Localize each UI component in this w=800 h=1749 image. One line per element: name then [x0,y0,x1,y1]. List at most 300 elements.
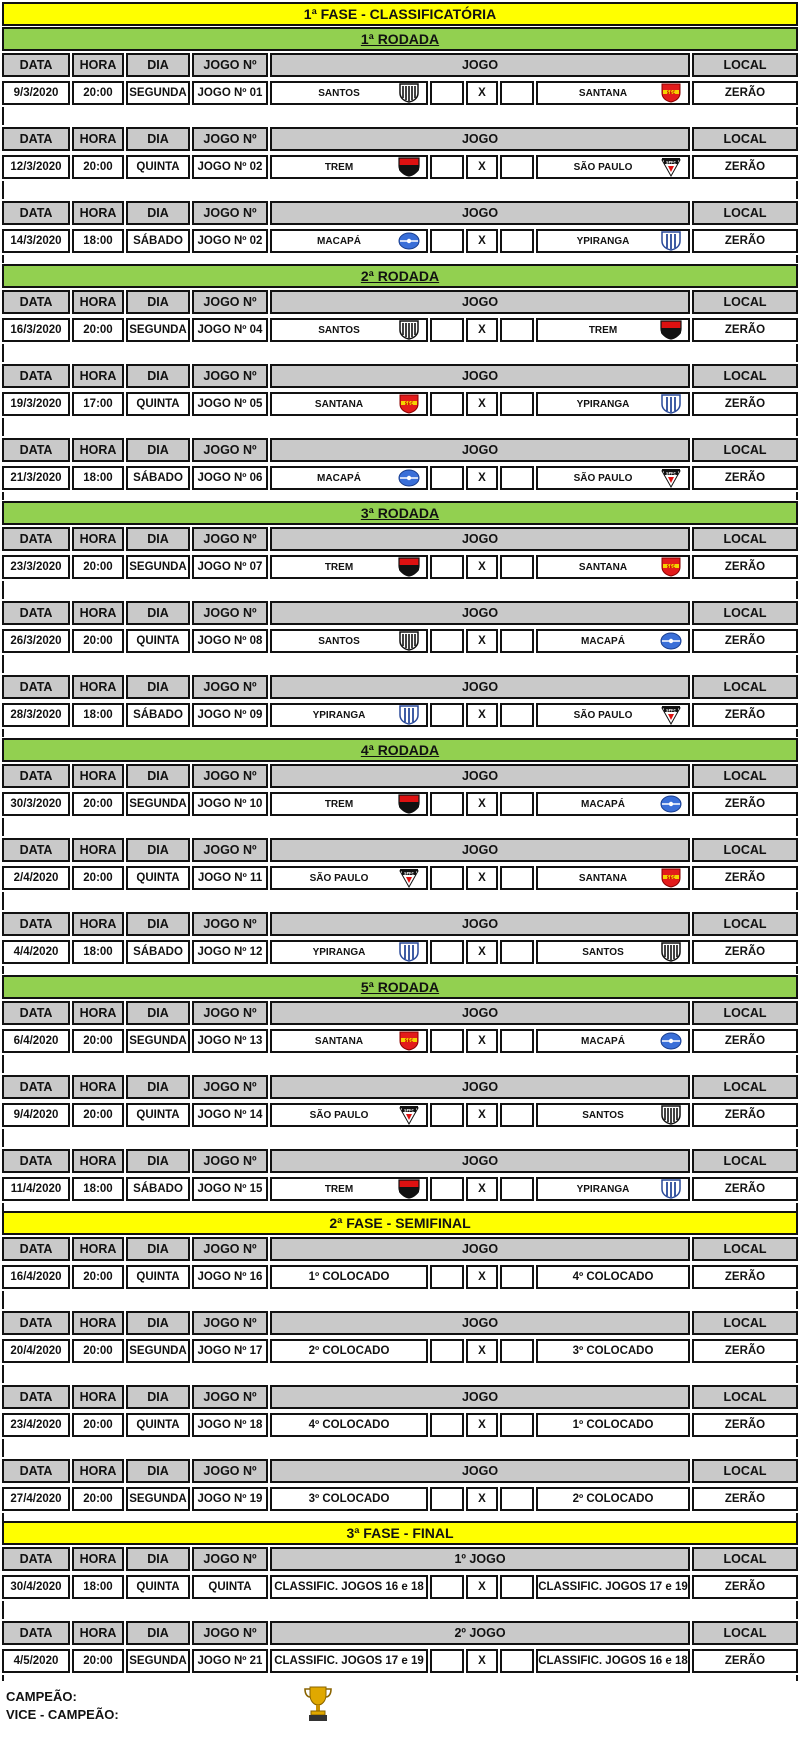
match-away-cell [536,1413,690,1437]
header-jogo: JOGO [270,1149,690,1173]
away-team-name: SANTANA [578,561,628,573]
score-cell[interactable] [430,1413,464,1437]
match-day-cell: SEGUNDA [126,1339,190,1363]
match-time-cell: 20:00 [72,629,124,653]
match-home-cell [270,392,428,416]
match-time-cell: 20:00 [72,1649,124,1673]
score-cell[interactable] [430,155,464,179]
home-team-name: MACAPÁ [317,472,361,484]
ypiranga-crest-icon [398,942,420,962]
match-row [2,318,798,344]
spacer [2,1601,798,1619]
header-jogo_n: JOGO Nº [192,1311,268,1335]
header-jogo_n: JOGO Nº [192,1149,268,1173]
header-data: DATA [2,1237,70,1261]
match-num-cell: JOGO Nº 06 [192,466,268,490]
macapa-crest-icon [398,468,420,488]
header-jogo: 1º JOGO [270,1547,690,1571]
header-data: DATA [2,1075,70,1099]
round-title: 5ª RODADA [2,975,798,999]
trem-crest-icon [660,320,682,340]
match-away-cell [536,1649,690,1673]
phase-title: 3ª FASE - FINAL [2,1521,798,1545]
header-dia: DIA [126,1459,190,1483]
match-time-cell: 20:00 [72,1339,124,1363]
match-date-cell: 16/4/2020 [2,1265,70,1289]
score-cell[interactable] [430,629,464,653]
header-dia: DIA [126,601,190,625]
match-away-cell [536,318,690,342]
header-hora: HORA [72,912,124,936]
header-dia: DIA [126,1385,190,1409]
match-row [2,1575,798,1601]
match-day-cell: SEGUNDA [126,1487,190,1511]
header-dia: DIA [126,201,190,225]
match-date-cell: 9/3/2020 [2,81,70,105]
score-cell[interactable] [430,555,464,579]
match-num-cell: JOGO Nº 01 [192,81,268,105]
match-x-cell: X [466,1265,498,1289]
match-day-cell: SEGUNDA [126,318,190,342]
header-hora: HORA [72,1001,124,1025]
match-x-cell: X [466,866,498,890]
header-row [2,438,798,464]
header-jogo_n: JOGO Nº [192,1075,268,1099]
score-cell[interactable] [500,940,534,964]
round-title: 4ª RODADA [2,738,798,762]
score-cell[interactable] [500,229,534,253]
macapa-crest-icon [660,631,682,651]
match-local-cell: ZERÃO [692,1413,798,1437]
header-jogo: JOGO [270,1075,690,1099]
score-cell[interactable] [500,1575,534,1599]
score-cell[interactable] [500,703,534,727]
header-dia: DIA [126,764,190,788]
match-row [2,1103,798,1129]
spacer [2,892,798,910]
match-day-cell: SEGUNDA [126,1649,190,1673]
match-day-cell: QUINTA [126,629,190,653]
svg-text:SPFC: SPFC [404,1108,414,1113]
match-date-cell: 30/4/2020 [2,1575,70,1599]
santos-crest-icon [398,83,420,103]
match-x-cell: X [466,466,498,490]
score-cell[interactable] [500,1265,534,1289]
match-home-cell [270,1029,428,1053]
match-home-cell [270,1339,428,1363]
score-cell[interactable] [430,1103,464,1127]
match-local-cell: ZERÃO [692,1649,798,1673]
header-row [2,601,798,627]
match-x-cell: X [466,1177,498,1201]
score-cell[interactable] [430,703,464,727]
header-data: DATA [2,764,70,788]
header-dia: DIA [126,1149,190,1173]
match-row [2,940,798,966]
score-cell[interactable] [430,1339,464,1363]
score-cell[interactable] [500,318,534,342]
match-away-cell [536,1177,690,1201]
match-away-cell [536,466,690,490]
santos-crest-icon [660,942,682,962]
match-time-cell: 20:00 [72,1413,124,1437]
score-cell[interactable] [500,629,534,653]
header-jogo_n: JOGO Nº [192,764,268,788]
score-cell[interactable] [430,1487,464,1511]
header-jogo: JOGO [270,601,690,625]
spacer [2,1675,798,1681]
match-time-cell: 18:00 [72,229,124,253]
header-jogo_n: JOGO Nº [192,201,268,225]
match-away-cell [536,1265,690,1289]
match-home-cell [270,1413,428,1437]
score-cell[interactable] [500,1339,534,1363]
score-cell[interactable] [430,866,464,890]
match-row [2,81,798,107]
match-row [2,229,798,255]
match-date-cell: 20/4/2020 [2,1339,70,1363]
score-cell[interactable] [430,81,464,105]
match-local-cell: ZERÃO [692,1575,798,1599]
spacer [2,1203,798,1211]
header-hora: HORA [72,1459,124,1483]
score-cell[interactable] [430,229,464,253]
header-row [2,527,798,553]
match-home-cell [270,466,428,490]
match-home-cell [270,81,428,105]
score-cell[interactable] [500,792,534,816]
match-date-cell: 12/3/2020 [2,155,70,179]
home-team-name: 2º COLOCADO [308,1345,390,1357]
match-local-cell: ZERÃO [692,940,798,964]
score-cell[interactable] [500,1413,534,1437]
match-home-cell [270,792,428,816]
match-time-cell: 20:00 [72,1265,124,1289]
score-cell[interactable] [430,392,464,416]
score-cell[interactable] [500,392,534,416]
header-jogo_n: JOGO Nº [192,1621,268,1645]
match-away-cell [536,866,690,890]
score-cell[interactable] [430,940,464,964]
header-local: LOCAL [692,764,798,788]
match-time-cell: 20:00 [72,1103,124,1127]
header-jogo_n: JOGO Nº [192,1547,268,1571]
match-row [2,1265,798,1291]
match-time-cell: 20:00 [72,866,124,890]
phase-title: 2ª FASE - SEMIFINAL [2,1211,798,1235]
away-team-name: MACAPÁ [581,798,625,810]
header-hora: HORA [72,675,124,699]
header-row [2,838,798,864]
match-away-cell [536,1575,690,1599]
header-hora: HORA [72,53,124,77]
header-row [2,1547,798,1573]
match-num-cell: JOGO Nº 19 [192,1487,268,1511]
match-day-cell: SEGUNDA [126,81,190,105]
header-data: DATA [2,1001,70,1025]
match-row [2,555,798,581]
spacer [2,344,798,362]
header-row [2,1621,798,1647]
header-dia: DIA [126,912,190,936]
header-jogo: JOGO [270,675,690,699]
score-cell[interactable] [430,1575,464,1599]
match-home-cell [270,629,428,653]
svg-text:SPFC: SPFC [666,708,676,713]
score-cell[interactable] [500,1177,534,1201]
match-away-cell [536,1487,690,1511]
spacer [2,818,798,836]
match-num-cell: QUINTA [192,1575,268,1599]
header-jogo_n: JOGO Nº [192,527,268,551]
header-data: DATA [2,527,70,551]
match-row [2,1487,798,1513]
match-time-cell: 18:00 [72,1575,124,1599]
match-num-cell: JOGO Nº 14 [192,1103,268,1127]
home-team-name: SÃO PAULO [309,1109,369,1121]
header-jogo: JOGO [270,1237,690,1261]
match-time-cell: 20:00 [72,555,124,579]
spacer [2,655,798,673]
match-day-cell: SEGUNDA [126,555,190,579]
match-home-cell [270,1487,428,1511]
header-row [2,1459,798,1485]
header-local: LOCAL [692,601,798,625]
match-x-cell: X [466,1649,498,1673]
match-away-cell [536,629,690,653]
home-team-name: TREM [324,798,354,810]
match-date-cell: 14/3/2020 [2,229,70,253]
header-jogo: JOGO [270,364,690,388]
match-date-cell: 19/3/2020 [2,392,70,416]
header-local: LOCAL [692,201,798,225]
match-away-cell [536,1103,690,1127]
santana-crest-icon [660,557,682,577]
trem-crest-icon [398,794,420,814]
header-jogo: JOGO [270,290,690,314]
header-row [2,1385,798,1411]
match-x-cell: X [466,940,498,964]
header-hora: HORA [72,201,124,225]
match-date-cell: 23/4/2020 [2,1413,70,1437]
header-dia: DIA [126,675,190,699]
match-day-cell: QUINTA [126,392,190,416]
match-day-cell: SÁBADO [126,1177,190,1201]
ypiranga-crest-icon [660,394,682,414]
match-row [2,466,798,492]
match-x-cell: X [466,1103,498,1127]
score-cell[interactable] [430,1177,464,1201]
header-hora: HORA [72,1547,124,1571]
match-num-cell: JOGO Nº 21 [192,1649,268,1673]
header-dia: DIA [126,838,190,862]
match-num-cell: JOGO Nº 15 [192,1177,268,1201]
match-day-cell: SÁBADO [126,466,190,490]
ypiranga-crest-icon [660,1179,682,1199]
round-title: 2ª RODADA [2,264,798,288]
header-data: DATA [2,53,70,77]
home-team-name: SANTOS [318,324,360,336]
score-cell[interactable] [500,466,534,490]
match-date-cell: 11/4/2020 [2,1177,70,1201]
header-hora: HORA [72,290,124,314]
home-team-name: CLASSIFIC. JOGOS 16 e 18 [274,1581,424,1593]
match-day-cell: QUINTA [126,1103,190,1127]
away-team-name: YPIRANGA [576,398,630,410]
champion-label: CAMPEÃO: [6,1689,77,1704]
header-jogo_n: JOGO Nº [192,838,268,862]
match-date-cell: 2/4/2020 [2,866,70,890]
match-num-cell: JOGO Nº 07 [192,555,268,579]
match-x-cell: X [466,703,498,727]
header-dia: DIA [126,127,190,151]
header-jogo: JOGO [270,127,690,151]
score-cell[interactable] [430,1265,464,1289]
match-num-cell: JOGO Nº 18 [192,1413,268,1437]
away-team-name: 1º COLOCADO [572,1419,654,1431]
score-cell[interactable] [430,466,464,490]
home-team-name: TREM [324,561,354,573]
header-hora: HORA [72,1149,124,1173]
trophy-icon [304,1685,332,1725]
header-jogo_n: JOGO Nº [192,912,268,936]
header-dia: DIA [126,1621,190,1645]
header-local: LOCAL [692,364,798,388]
match-away-cell [536,229,690,253]
match-x-cell: X [466,792,498,816]
header-jogo: JOGO [270,53,690,77]
match-date-cell: 30/3/2020 [2,792,70,816]
match-away-cell [536,940,690,964]
home-team-name: 3º COLOCADO [308,1493,390,1505]
match-home-cell [270,1649,428,1673]
match-day-cell: QUINTA [126,1575,190,1599]
score-cell[interactable] [430,1649,464,1673]
header-local: LOCAL [692,1149,798,1173]
match-day-cell: QUINTA [126,155,190,179]
match-date-cell: 21/3/2020 [2,466,70,490]
match-away-cell [536,81,690,105]
match-x-cell: X [466,1339,498,1363]
spacer [2,1129,798,1147]
match-date-cell: 9/4/2020 [2,1103,70,1127]
header-dia: DIA [126,53,190,77]
score-cell[interactable] [500,1649,534,1673]
match-local-cell: ZERÃO [692,229,798,253]
header-row [2,1149,798,1175]
match-local-cell: ZERÃO [692,1265,798,1289]
score-cell[interactable] [500,155,534,179]
match-home-cell [270,1177,428,1201]
away-team-name: SANTOS [582,946,624,958]
header-row [2,127,798,153]
header-row [2,1001,798,1027]
match-x-cell: X [466,1029,498,1053]
header-jogo: JOGO [270,912,690,936]
santos-crest-icon [398,631,420,651]
header-dia: DIA [126,1311,190,1335]
header-row [2,764,798,790]
spacer [2,492,798,500]
score-cell[interactable] [500,81,534,105]
score-cell[interactable] [500,1487,534,1511]
home-team-name: SANTOS [318,87,360,99]
match-local-cell: ZERÃO [692,629,798,653]
header-dia: DIA [126,438,190,462]
match-local-cell: ZERÃO [692,392,798,416]
header-jogo_n: JOGO Nº [192,1001,268,1025]
home-team-name: SANTANA [314,1035,364,1047]
match-home-cell [270,1265,428,1289]
header-local: LOCAL [692,912,798,936]
match-day-cell: SEGUNDA [126,792,190,816]
header-jogo_n: JOGO Nº [192,1385,268,1409]
spacer [2,1291,798,1309]
header-row [2,364,798,390]
header-row [2,1237,798,1263]
match-num-cell: JOGO Nº 17 [192,1339,268,1363]
header-jogo_n: JOGO Nº [192,1459,268,1483]
match-home-cell [270,318,428,342]
header-local: LOCAL [692,1385,798,1409]
header-hora: HORA [72,1311,124,1335]
header-data: DATA [2,1149,70,1173]
santana-crest-icon [398,394,420,414]
score-cell[interactable] [500,1029,534,1053]
header-jogo: JOGO [270,1385,690,1409]
header-hora: HORA [72,1385,124,1409]
match-away-cell [536,792,690,816]
header-local: LOCAL [692,527,798,551]
match-home-cell [270,1103,428,1127]
match-date-cell: 16/3/2020 [2,318,70,342]
header-jogo: JOGO [270,527,690,551]
score-cell[interactable] [430,318,464,342]
score-cell[interactable] [500,866,534,890]
match-num-cell: JOGO Nº 02 [192,229,268,253]
match-local-cell: ZERÃO [692,703,798,727]
match-away-cell [536,1029,690,1053]
header-local: LOCAL [692,1075,798,1099]
spacer [2,1365,798,1383]
match-x-cell: X [466,229,498,253]
header-local: LOCAL [692,1001,798,1025]
header-hora: HORA [72,1237,124,1261]
header-data: DATA [2,438,70,462]
match-home-cell [270,155,428,179]
svg-text:SPFC: SPFC [666,160,676,165]
spacer [2,1439,798,1457]
home-team-name: CLASSIFIC. JOGOS 17 e 19 [274,1655,424,1667]
match-date-cell: 23/3/2020 [2,555,70,579]
svg-text:SEC: SEC [404,401,414,406]
ypiranga-crest-icon [660,231,682,251]
header-hora: HORA [72,364,124,388]
santana-crest-icon [398,1031,420,1051]
score-cell[interactable] [430,792,464,816]
header-row [2,675,798,701]
score-cell[interactable] [500,555,534,579]
match-day-cell: SÁBADO [126,229,190,253]
match-local-cell: ZERÃO [692,555,798,579]
match-time-cell: 17:00 [72,392,124,416]
header-jogo_n: JOGO Nº [192,675,268,699]
score-cell[interactable] [500,1103,534,1127]
match-row [2,1177,798,1203]
away-team-name: 3º COLOCADO [572,1345,654,1357]
match-home-cell [270,555,428,579]
score-cell[interactable] [430,1029,464,1053]
